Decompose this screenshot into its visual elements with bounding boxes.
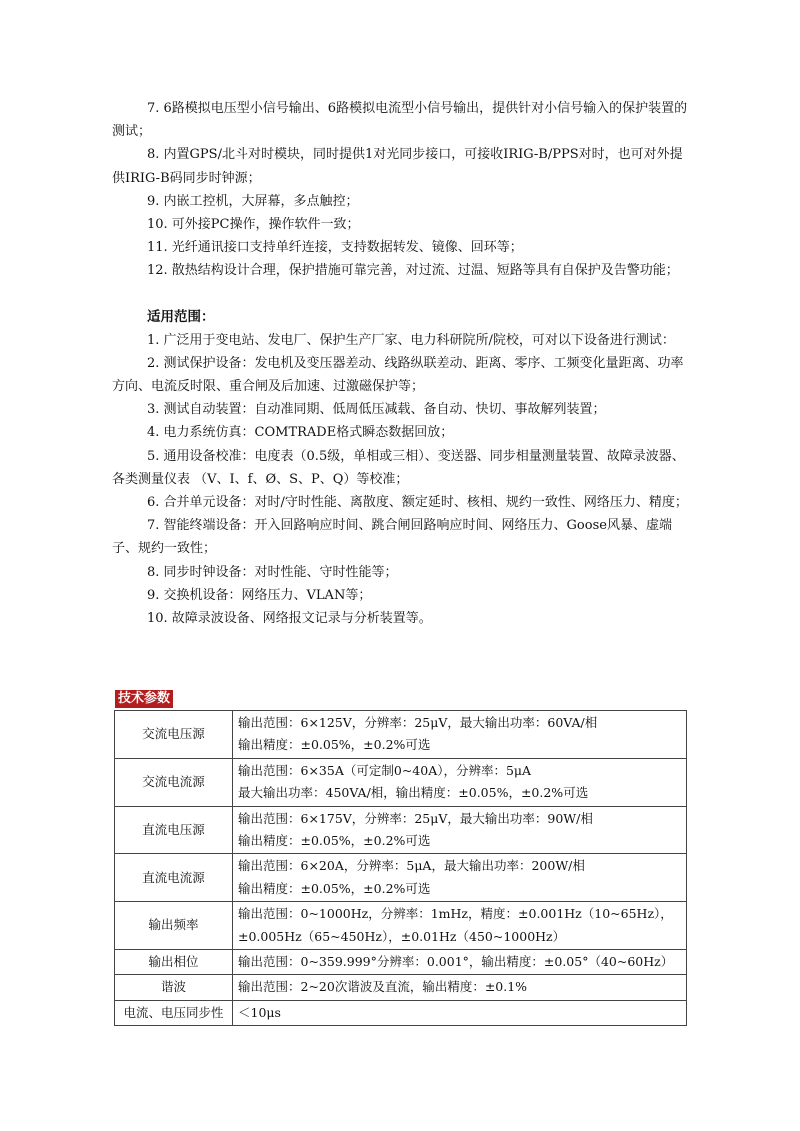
feature-item: 10. 可外接PC操作，操作软件一致；	[147, 217, 360, 233]
table-row	[115, 950, 687, 975]
param-name: 交流电压源	[115, 711, 233, 759]
scope-item: 9. 交换机设备：网络压力、VLAN等；	[147, 587, 372, 603]
table-row	[115, 902, 687, 950]
feature-item: 8. 内置GPS/北斗对时模块，同时提供1对光同步接口，可接收IRIG-B/PPS对时，也可对外提供IRIG-B码同步时钟源；	[112, 147, 683, 186]
param-name: 交流电流源	[115, 758, 233, 806]
param-line: ＜10μs	[238, 1004, 281, 1020]
param-line: 输出范围：0~359.999°分辨率：0.001°，输出精度：±0.05°（40~60Hz）	[238, 954, 674, 970]
param-value	[233, 854, 687, 902]
param-line: 输出范围：6×35A（可定制0~40A），分辨率：5μA	[238, 762, 532, 778]
table-row	[115, 711, 687, 759]
param-name: 输出频率	[115, 902, 233, 950]
param-name: 输出相位	[115, 950, 233, 975]
param-line: 输出范围：6×20A，分辨率：5μA，最大输出功率：200W/相	[238, 858, 585, 874]
feature-item: 7. 6路模拟电压型小信号输出、6路模拟电流型小信号输出，提供针对小信号输入的保护装置的测试；	[112, 101, 688, 140]
param-value	[233, 1000, 687, 1025]
scope-item: 5. 通用设备校准：电度表（0.5级，单相或三相）、变送器、同步相量测量装置、故障录波器、各类测量仪表 （V、I、f、Ø、S、P、Q）等校准；	[112, 448, 685, 487]
table-row	[115, 975, 687, 1000]
param-line: 输出范围：2~20次谐波及直流，输出精度：±0.1%	[238, 979, 528, 995]
scope-item: 3. 测试自动装置：自动准同期、低周低压减载、备自动、快切、事故解列装置；	[147, 402, 606, 418]
table-row	[115, 806, 687, 854]
param-line: ±0.005Hz（65~450Hz），±0.01Hz（450~1000Hz）	[238, 928, 566, 944]
section-heading-scope: 适用范围：	[147, 308, 215, 325]
scope-item: 1. 广泛用于变电站、发电厂、保护生产厂家、电力科研院所/院校，可对以下设备进行测试：	[147, 332, 675, 348]
param-value	[233, 902, 687, 950]
feature-list	[112, 97, 688, 630]
table-row	[115, 758, 687, 806]
param-line: 最大输出功率：450VA/相，输出精度：±0.05%，±0.2%可选	[238, 785, 589, 801]
scope-item: 2. 测试保护设备：发电机及变压器差动、线路纵联差动、距离、零序、工频变化量距离、功率方向、电流反时限、重合闸及后加速、过激磁保护等；	[112, 355, 684, 395]
param-name: 电流、电压同步性	[115, 1000, 233, 1025]
feature-item: 12. 散热结构设计合理，保护措施可靠完善，对过流、过温、短路等具有自保护及告警功能；	[147, 263, 679, 279]
scope-item: 7. 智能终端设备：开入回路响应时间、跳合闸回路响应时间、网络压力、Goose风暴、虚端子、规约一致性；	[112, 518, 672, 557]
param-name: 谐波	[115, 975, 233, 1000]
spacer	[112, 283, 688, 306]
param-value	[233, 806, 687, 854]
param-value	[233, 975, 687, 1000]
param-line: 输出范围：6×125V，分辨率：25μV，最大输出功率：60VA/相	[238, 715, 598, 730]
scope-item: 4. 电力系统仿真：COMTRADE格式瞬态数据回放；	[147, 425, 454, 441]
param-line: 输出精度：±0.05%，±0.2%可选	[238, 880, 431, 896]
param-line: 输出范围：0~1000Hz，分辨率：1mHz，精度：±0.001Hz（10~65Hz），	[238, 906, 673, 922]
table-row	[115, 1000, 687, 1025]
section-heading-tech-params: 技术参数	[115, 690, 173, 708]
param-value	[233, 711, 687, 759]
param-line: 输出范围：6×175V，分辨率：25μV，最大输出功率：90W/相	[238, 810, 593, 826]
scope-item: 6. 合并单元设备：对时/守时性能、离散度、额定延时、核相、规约一致性、网络压力、精度；	[147, 495, 688, 511]
param-name: 直流电压源	[115, 806, 233, 854]
feature-item: 11. 光纤通讯接口支持单纤连接，支持数据转发、镜像、回环等；	[147, 240, 523, 256]
scope-item: 10. 故障录波设备、网络报文记录与分析装置等。	[147, 611, 432, 627]
scope-item: 8. 同步时钟设备：对时性能、守时性能等；	[147, 564, 398, 580]
param-name: 直流电流源	[115, 854, 233, 902]
param-line: 输出精度：±0.05%，±0.2%可选	[238, 833, 431, 849]
param-line: 输出精度：±0.05%，±0.2%可选	[238, 737, 431, 753]
tech-params-table	[114, 710, 687, 1026]
table-row	[115, 854, 687, 902]
param-value	[233, 758, 687, 806]
feature-item: 9. 内嵌工控机，大屏幕，多点触控；	[147, 193, 359, 209]
param-value	[233, 950, 687, 975]
